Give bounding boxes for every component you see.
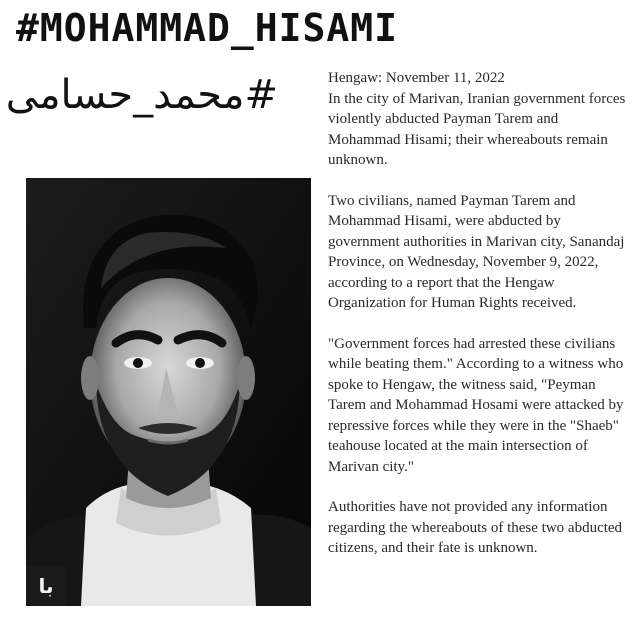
portrait-illustration [26, 178, 311, 606]
photo-corner-label: با [26, 566, 66, 606]
article-paragraph: "Government forces had arrested these civilians while beating them." According to a witness who spoke to Hengaw, the witness said, "Peyman Tarem and Mohammad Hosami were attacked by repressive forces while they were in the "Shaeb" teahouse located at the main intersection of Marivan city." [328, 335, 624, 475]
article-paragraph: Authorities have not provided any information regarding the whereabouts of these two abducted citizens, and their fate is unknown. [328, 499, 623, 556]
article-dateline: Hengaw: November 11, 2022 [328, 70, 505, 86]
portrait-photo [26, 178, 311, 606]
article-body [328, 68, 628, 579]
article-paragraph: In the city of Marivan, Iranian government forces violently abducted Payman Tarem and Mohammad Hisami; their whereabouts remain unknown. [328, 90, 626, 168]
article-paragraph: Two civilians, named Payman Tarem and Mohammad Hisami, were abducted by government authorities in Marivan city, Sanandaj Province, on Wednesday, November 9, 2022, according to a report that the Hengaw Organization for Human Rights received. [328, 192, 625, 311]
headline-hashtag: #MOHAMMAD_HISAMI [16, 6, 399, 50]
persian-hashtag: #محمد_حسامی [5, 72, 278, 118]
